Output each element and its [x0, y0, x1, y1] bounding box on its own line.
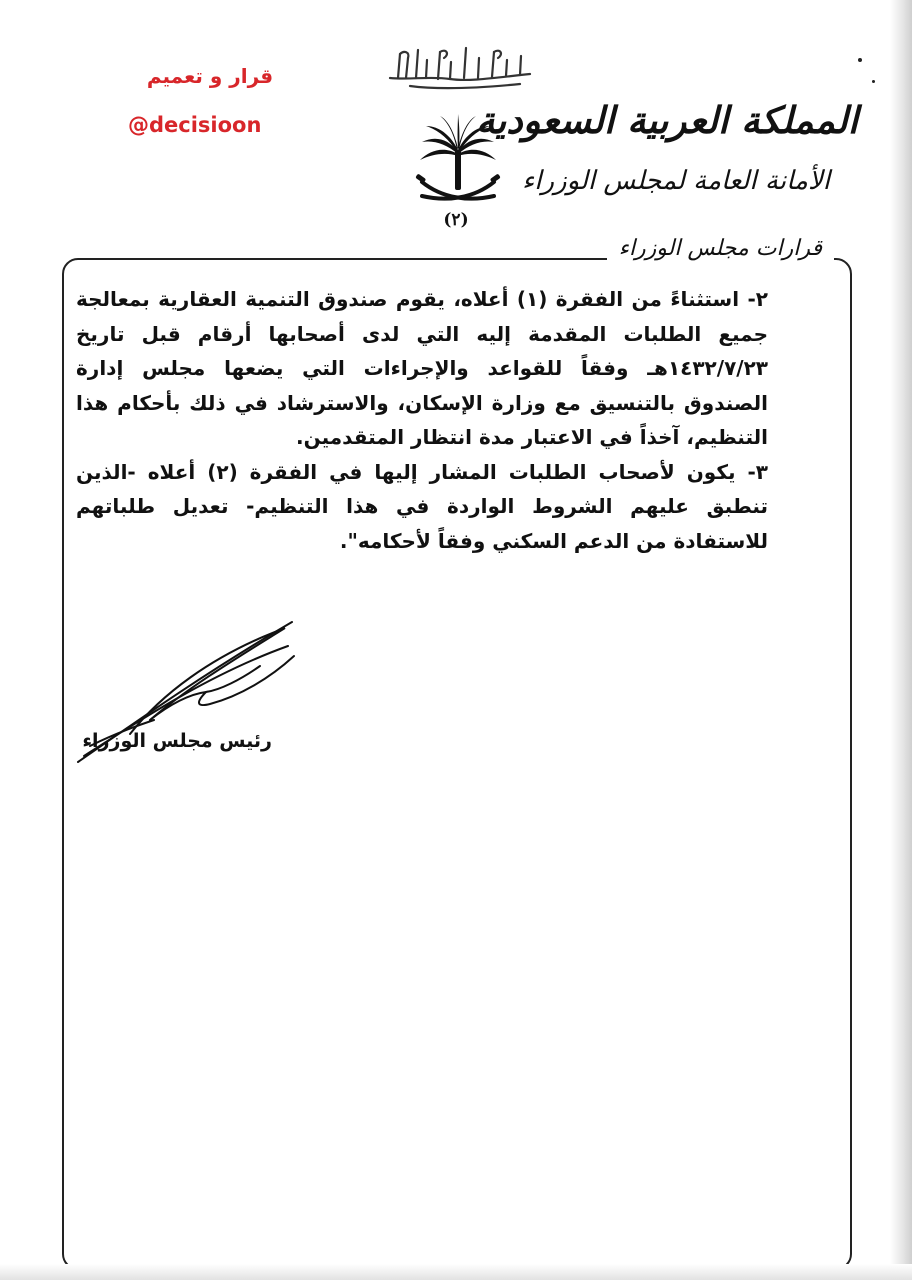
scan-speck — [858, 58, 862, 62]
scan-speck — [872, 80, 875, 83]
secretariat-title: الأمانة العامة لمجلس الوزراء — [522, 166, 830, 196]
paragraph-2: ٢- استثناءً من الفقرة (١) أعلاه، يقوم صندوق التنمية العقارية بمعالجة جميع الطلبات المقدمة إليه التي لدى أصحابها أرقام قبل تاريخ ١٤٣٢/٧/٢٣هـ وفقاً للقواعد والإجراءات التي يضعها مجلس إدارة الصندوق بالتنسيق مع وزارة الإسكان، والاسترشاد في ذلك بأحكام هذا التنظيم، آخذاً في الاعتبار مدة انتظار المتقدمين. — [76, 287, 768, 449]
frame-label: قرارات مجلس الوزراء — [607, 236, 834, 261]
watermark-name: قرار و تعميم — [146, 64, 274, 88]
watermark-handle: @decisioon — [128, 113, 262, 137]
page-number: (٢) — [443, 210, 469, 230]
page-bottom-shadow — [0, 1264, 912, 1280]
signer-title: رئيس مجلس الوزراء — [82, 730, 272, 752]
basmala-calligraphy — [380, 40, 540, 94]
decision-body — [76, 282, 768, 558]
paragraph-3: ٣- يكون لأصحاب الطلبات المشار إليها في الفقرة (٢) أعلاه -الذين تنطبق عليهم الشروط الواردة في هذا التنظيم- تعديل طلباتهم للاستفادة من الدعم السكني وفقاً لأحكامه". — [76, 459, 768, 553]
page-edge-shadow — [890, 0, 912, 1280]
kingdom-title: المملكة العربية السعودية — [476, 98, 858, 142]
